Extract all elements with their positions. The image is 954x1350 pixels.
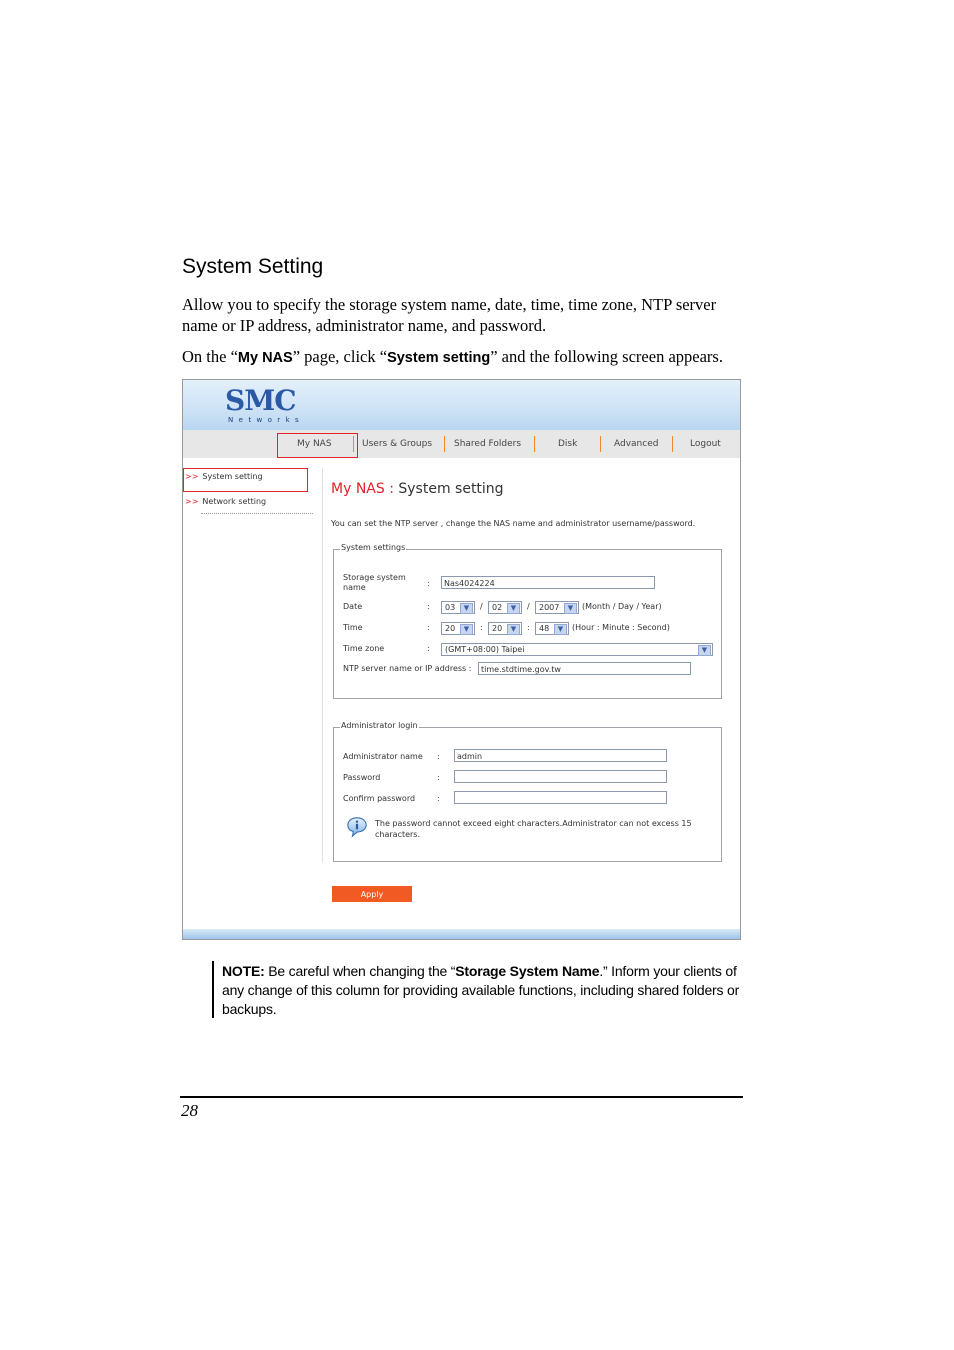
- admin-name-input[interactable]: admin: [454, 749, 667, 762]
- password-input[interactable]: [454, 770, 667, 783]
- chevron-down-icon: ▼: [698, 645, 711, 656]
- sidebar-separator: [322, 468, 323, 863]
- note-text: .” Inform your clients of any change of this column for providing available functions, including shared folders or backups.: [222, 963, 740, 1017]
- system-settings-legend: System settings: [341, 543, 406, 552]
- colon: :: [437, 752, 440, 761]
- nav-separator: [672, 436, 673, 452]
- date-separator: /: [480, 602, 483, 611]
- highlight-system-setting: [183, 468, 308, 492]
- time-separator: :: [480, 623, 483, 632]
- system-settings-group: [333, 543, 722, 699]
- chevron-down-icon: ▼: [507, 603, 520, 614]
- page-number: 28: [181, 1101, 198, 1120]
- admin-login-group: [333, 721, 722, 862]
- date-year-select[interactable]: [535, 601, 579, 614]
- date-format-hint: (Month / Day / Year): [582, 602, 662, 611]
- instruction-suffix: ” and the following screen appears.: [490, 347, 723, 366]
- colon: :: [427, 623, 430, 632]
- admin-name-label: Administrator name: [343, 752, 423, 761]
- intro-paragraph: Allow you to specify the storage system name, date, time, time zone, NTP server name or IP address, administrator name, and password.: [182, 295, 717, 335]
- password-label: Password: [343, 773, 381, 782]
- ntp-label: NTP server name or IP address :: [343, 664, 472, 673]
- chevron-down-icon: ▼: [460, 603, 473, 614]
- time-second-select[interactable]: [535, 622, 569, 635]
- sidebar-item-label: Network setting: [202, 497, 267, 506]
- nav-users-groups[interactable]: Users & Groups: [362, 439, 433, 449]
- instruction-prefix: On the “: [182, 347, 238, 366]
- time-second-value: 48: [539, 624, 550, 633]
- nav-my-nas[interactable]: My NAS: [297, 439, 332, 449]
- note-label: NOTE:: [222, 963, 265, 979]
- note-bar: [212, 961, 214, 1018]
- storage-name-label: Storage system name: [343, 573, 406, 592]
- date-day-select[interactable]: [488, 601, 522, 614]
- section-heading: System Setting: [182, 255, 324, 278]
- footer-bar: [183, 929, 740, 939]
- date-separator: /: [527, 602, 530, 611]
- nav-shared-folders[interactable]: Shared Folders: [454, 439, 522, 449]
- page-title-name: System setting: [398, 481, 504, 497]
- time-format-hint: (Hour : Minute : Second): [572, 623, 670, 632]
- colon: :: [427, 579, 430, 588]
- page-title-section: My NAS :: [331, 481, 394, 497]
- banner: [183, 380, 740, 430]
- date-month-select[interactable]: [441, 601, 475, 614]
- sidebar-arrow-icon: >>: [185, 472, 199, 481]
- timezone-value: (GMT+08:00) Taipei: [445, 645, 525, 654]
- nav-logout[interactable]: Logout: [690, 439, 721, 449]
- nav-disk[interactable]: Disk: [558, 439, 578, 449]
- chevron-down-icon: ▼: [554, 624, 567, 635]
- date-label: Date: [343, 602, 363, 611]
- chevron-down-icon: ▼: [564, 603, 577, 614]
- confirm-password-input[interactable]: [454, 791, 667, 804]
- smc-logo: SMC: [225, 384, 296, 417]
- chevron-down-icon: ▼: [460, 624, 473, 635]
- sidebar-divider: [201, 513, 313, 514]
- footer-rule: [180, 1096, 743, 1098]
- sidebar-item-label: System setting: [202, 472, 263, 481]
- nav-separator: [534, 436, 535, 452]
- time-hour-value: 20: [445, 624, 456, 633]
- note-paragraph: [222, 962, 752, 1019]
- nav-separator: [600, 436, 601, 452]
- colon: :: [437, 794, 440, 803]
- date-day-value: 02: [492, 603, 503, 612]
- admin-login-legend: Administrator login: [341, 721, 418, 730]
- page-description: You can set the NTP server , change the NAS name and administrator username/password.: [331, 519, 696, 528]
- time-separator: :: [527, 623, 530, 632]
- timezone-label: Time zone: [343, 644, 385, 653]
- note-text: Be careful when changing the “: [264, 963, 456, 979]
- top-nav: [183, 430, 740, 458]
- smc-logo-subtitle: Networks: [228, 416, 305, 424]
- nav-separator: [444, 436, 445, 452]
- instruction-middle: ” page, click “: [292, 347, 388, 366]
- password-note: The password cannot exceed eight characters.Administrator can not excess 15 characters.: [375, 819, 692, 839]
- info-bubble-icon: [346, 816, 368, 838]
- chevron-down-icon: ▼: [507, 624, 520, 635]
- instruction-paragraph: [182, 347, 723, 367]
- apply-button[interactable]: Apply: [332, 886, 412, 902]
- screenshot-frame: [182, 379, 741, 940]
- instruction-term-system-setting: System setting: [387, 350, 491, 366]
- date-year-value: 2007: [539, 603, 560, 612]
- sidebar-arrow-icon: >>: [185, 497, 199, 506]
- instruction-term-mynas: My NAS: [237, 350, 293, 366]
- confirm-password-label: Confirm password: [343, 794, 416, 803]
- highlight-my-nas: [277, 433, 358, 458]
- time-minute-value: 20: [492, 624, 503, 633]
- storage-name-input[interactable]: Nas4024224: [441, 576, 655, 589]
- ntp-server-input[interactable]: time.stdtime.gov.tw: [478, 662, 691, 675]
- time-minute-select[interactable]: [488, 622, 522, 635]
- date-month-value: 03: [445, 603, 456, 612]
- colon: :: [437, 773, 440, 782]
- time-hour-select[interactable]: [441, 622, 475, 635]
- page-title: [331, 481, 504, 497]
- note-term: Storage System Name: [455, 963, 600, 979]
- sidebar-item-network-setting[interactable]: [185, 497, 266, 506]
- nav-advanced[interactable]: Advanced: [614, 439, 659, 449]
- time-label: Time: [343, 623, 363, 632]
- colon: :: [427, 602, 430, 611]
- colon: :: [427, 644, 430, 653]
- timezone-select[interactable]: [441, 643, 713, 656]
